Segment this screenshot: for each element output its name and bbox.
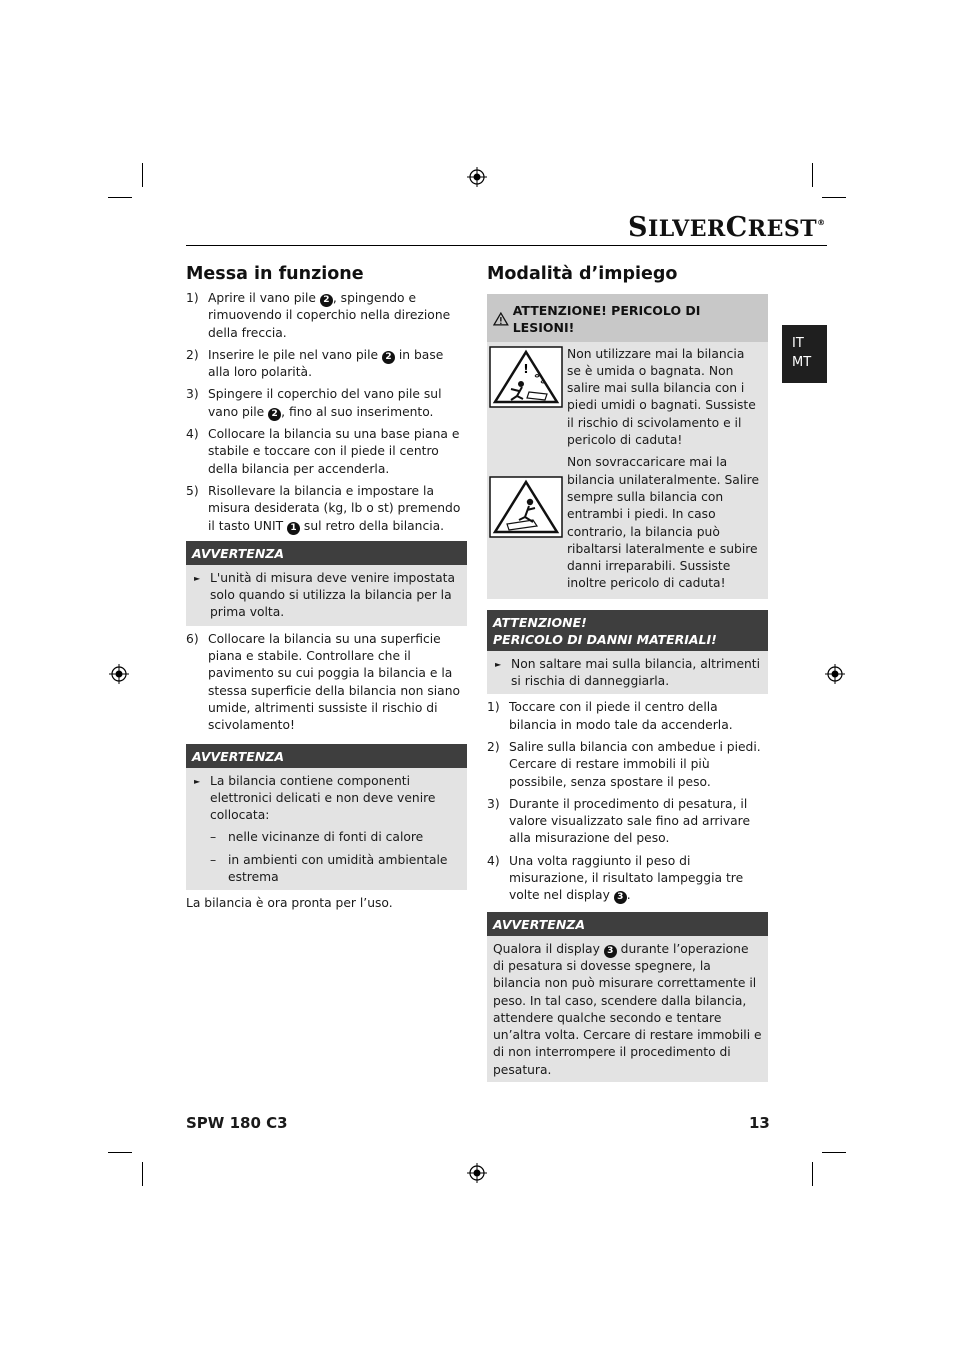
crop-mark bbox=[822, 197, 846, 198]
registration-mark-icon bbox=[109, 664, 129, 684]
setup-steps bbox=[186, 290, 467, 535]
note-title: AVVERTENZA bbox=[186, 541, 467, 565]
list-item: 3) Durante il procedimento di pesatura, il valore visualizzato sale fino ad arrivare alla misurazione del peso. bbox=[487, 796, 751, 846]
list-item: 5) Risollevare la bilancia e impostare la misura desiderata (kg, lb o st) premendo il tasto UNIT 1 sul retro della bilancia. bbox=[186, 483, 461, 533]
list-item: 6) Collocare la bilancia su una superficie piana e stabile. Controllare che il pavimento su cui poggia la bilancia e la stessa superficie della bilancia non siano umide, altrimenti sussiste il rischio di scivolamento! bbox=[186, 631, 461, 733]
note-box: AVVERTENZA ► L'unità di misura deve venire impostata solo quando si utilizza la bilancia per la prima volta. bbox=[186, 541, 467, 626]
bullet-arrow-icon: ► bbox=[194, 776, 201, 786]
section-heading: Messa in funzione bbox=[186, 264, 364, 284]
part-number-badge: 3 bbox=[614, 891, 627, 904]
section-heading: Modalità d’impiego bbox=[487, 264, 678, 284]
note-box: AVVERTENZA ► La bilancia contiene componenti elettronici delicati e non deve venire collocata: – nelle vicinanze di fonti di calore – in ambienti con umidità ambientale estrema bbox=[186, 744, 467, 891]
left-column bbox=[186, 262, 467, 913]
page-number: 13 bbox=[749, 1114, 770, 1132]
warning-triangle-icon bbox=[493, 312, 509, 326]
closing-text: La bilancia è ora pronta per l’uso. bbox=[186, 896, 393, 911]
usage-steps bbox=[487, 699, 768, 904]
list-item: 4) Collocare la bilancia su una base piana e stabile e toccare con il piede il centro della bilancia per accenderla. bbox=[186, 427, 460, 476]
crop-mark bbox=[142, 1162, 143, 1186]
crop-mark bbox=[822, 1152, 846, 1153]
caution-box: ATTENZIONE! PERICOLO DI DANNI MATERIALI! ► Non saltare mai sulla bilancia, altrimenti si rischia di danneggiarla. bbox=[487, 610, 768, 695]
model-number: SPW 180 C3 bbox=[186, 1114, 288, 1132]
list-item: 3) Spingere il coperchio del vano pile sul vano pile 2 , fino al suo inserimento. bbox=[186, 387, 442, 419]
list-item: 2) Salire sulla bilancia con ambedue i piedi. Cercare di restare immobili il più possibile, senza spostare il peso. bbox=[487, 739, 761, 789]
brand-logo: SILVERCREST® bbox=[628, 212, 826, 243]
caution-title: ATTENZIONE! PERICOLO DI DANNI MATERIALI! bbox=[487, 610, 768, 651]
setup-steps-continued bbox=[186, 631, 467, 735]
registration-mark-icon bbox=[467, 167, 487, 187]
bullet-arrow-icon: ► bbox=[194, 573, 201, 583]
right-column bbox=[487, 262, 768, 1087]
crop-mark bbox=[812, 1162, 813, 1186]
list-item: 1) Aprire il vano pile 2 , spingendo e rimuovendo il coperchio nella direzione della freccia. bbox=[186, 291, 451, 340]
part-number-badge: 3 bbox=[604, 945, 617, 958]
crop-mark bbox=[108, 197, 132, 198]
crop-mark bbox=[812, 163, 813, 187]
list-item: 1) Toccare con il piede il centro della bilancia in modo tale da accenderla. bbox=[487, 700, 733, 732]
registration-mark-icon bbox=[825, 664, 845, 684]
language-tab: IT MT bbox=[782, 325, 827, 383]
list-item: 2) Inserire le pile nel vano pile 2 in base alla loro polarità. bbox=[186, 347, 444, 380]
note-title: AVVERTENZA bbox=[186, 744, 467, 768]
part-number-badge: 2 bbox=[268, 408, 281, 421]
bullet-arrow-icon: ► bbox=[495, 659, 502, 669]
header-rule bbox=[186, 245, 827, 246]
crop-mark bbox=[108, 1152, 132, 1153]
warning-box: ATTENZIONE! PERICOLO DI LESIONI! ! Non utilizzare mai la bilancia se è umida o bagnata. Non salire mai sulla bilancia con i piedi umidi o bagnati. Sussiste il rischio di scivolamento e il pericolo di caduta! Non sovraccaricare mai la bilancia unilateralmente. Salire sempre sulla bilancia con entrambi i piedi. In caso contrario, la bilancia può ribaltarsi lateralmente e subire danni irreparabili. Sussiste inoltre pericolo di caduta! bbox=[487, 294, 768, 599]
part-number-badge: 2 bbox=[320, 294, 333, 307]
wet-floor-hazard-icon bbox=[489, 346, 563, 408]
part-number-badge: 1 bbox=[287, 522, 300, 535]
svg-text:!: ! bbox=[523, 361, 529, 376]
tipping-hazard-icon bbox=[489, 476, 563, 538]
note-title: AVVERTENZA bbox=[487, 912, 768, 936]
list-item: 4) Una volta raggiunto il peso di misurazione, il risultato lampeggia tre volte nel display 3 . bbox=[487, 853, 744, 903]
crop-mark bbox=[142, 163, 143, 187]
part-number-badge: 2 bbox=[382, 351, 395, 364]
note-box: AVVERTENZA Qualora il display 3 durante l’operazione di pesatura si dovesse spegnere, la bilancia non può misurare correttamente il peso. In tal caso, scendere dalla bilancia, attendere qualche secondo e tentare un’altra volta. Cercare di restare immobili e di non interrompere il procedimento di pesatura. bbox=[487, 912, 768, 1082]
registration-mark-icon bbox=[467, 1163, 487, 1183]
